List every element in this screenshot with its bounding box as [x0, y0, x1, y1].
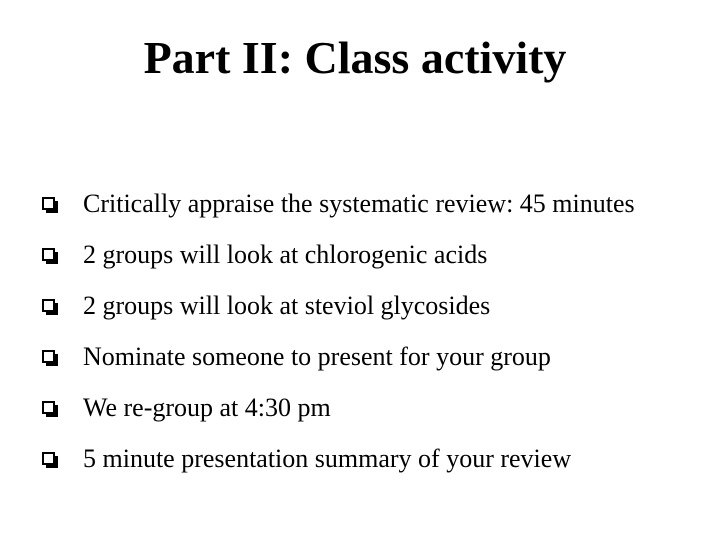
bullet-text: 5 minute presentation summary of your review	[83, 443, 572, 473]
checkbox-icon	[42, 197, 55, 210]
checkbox-icon	[42, 401, 55, 414]
bullet-item	[42, 229, 712, 280]
bullet-item	[42, 433, 712, 484]
bullet-item	[42, 331, 712, 382]
bullet-item	[42, 178, 712, 229]
bullet-text: 2 groups will look at steviol glycosides	[83, 290, 491, 320]
checkbox-icon	[42, 248, 55, 261]
bullet-text: 2 groups will look at chlorogenic acids	[83, 239, 488, 269]
checkbox-icon	[42, 350, 55, 363]
bullet-item	[42, 280, 712, 331]
bullet-list	[42, 178, 712, 484]
bullet-text: Critically appraise the systematic review: 45 minutes	[83, 188, 635, 218]
bullet-item	[42, 382, 712, 433]
bullet-text: We re-group at 4:30 pm	[83, 392, 331, 422]
checkbox-icon	[42, 452, 55, 465]
bullet-text: Nominate someone to present for your group	[83, 341, 551, 371]
slide-title: Part II: Class activity	[143, 32, 567, 83]
checkbox-icon	[42, 299, 55, 312]
